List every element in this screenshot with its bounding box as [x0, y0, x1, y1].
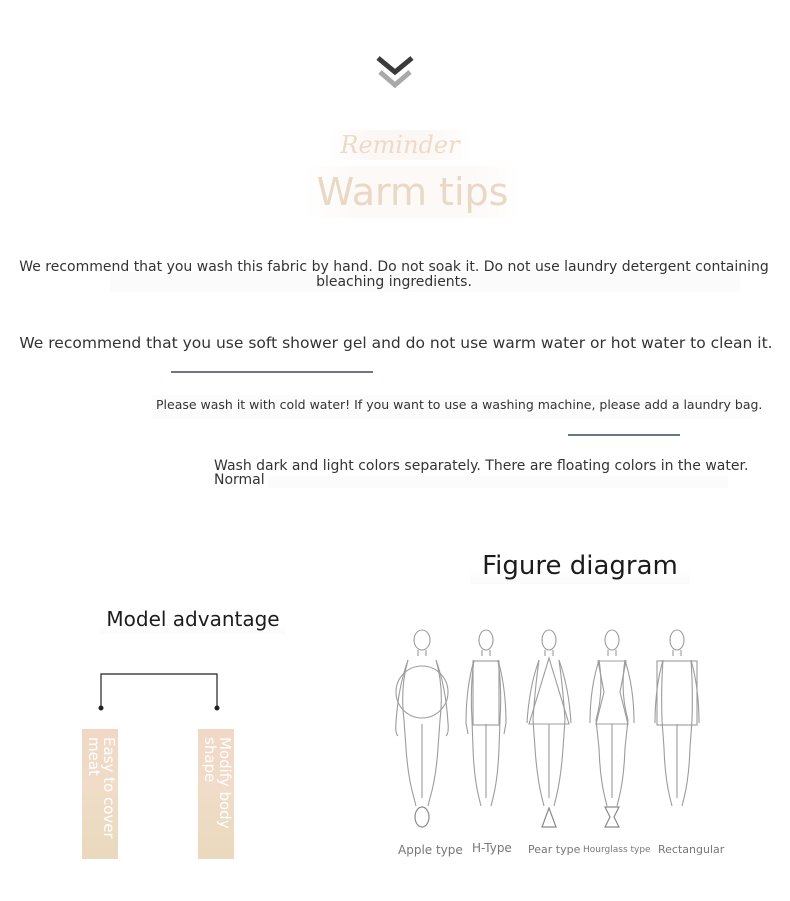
model-advantage-title: Model advantage [100, 604, 286, 634]
advantage-tag [82, 729, 118, 859]
body-figures-illustration [392, 628, 710, 838]
figure-type-label: Apple type [398, 843, 463, 857]
figure-type-label: Hourglass type [583, 845, 651, 855]
apple-figure [396, 630, 449, 806]
pear-figure [527, 630, 571, 806]
advantage-tag-label: Modify body shape [201, 737, 234, 829]
divider-rule [171, 371, 373, 373]
page-title: Warm tips [305, 166, 520, 218]
apple-shape-icon [415, 807, 429, 827]
figure-type-label: Rectangular [658, 843, 725, 856]
figure-type-label: H-Type [472, 841, 512, 855]
hourglass-shape-icon [605, 807, 619, 827]
advantage-tag-label: Easy to cover meat [85, 737, 118, 839]
tip-hand-wash: We recommend that you wash this fabric by hand. Do not soak it. Do not use laundry detergent containing bleaching ingredients. [19, 259, 769, 290]
hourglass-figure [590, 630, 634, 806]
double-chevron-down-icon [376, 54, 414, 90]
divider-rule [568, 434, 680, 436]
bracket-connector [95, 672, 225, 716]
tip-cold-water: Please wash it with cold water! If you want to use a washing machine, please add a laundry bag. [156, 397, 763, 412]
h-type-figure [466, 630, 506, 806]
figure-diagram-title: Figure diagram [470, 548, 690, 584]
figure-type-label: Pear type [528, 843, 581, 856]
tip-shower-gel: We recommend that you use soft shower gel and do not use warm water or hot water to clean it. [19, 334, 773, 352]
tip-separate-colors: Wash dark and light colors separately. There are floating colors in the water. Normal [214, 458, 749, 488]
reminder-label: Reminder [330, 130, 470, 160]
rectangular-figure [655, 630, 699, 806]
advantage-tag [198, 729, 234, 859]
pear-shape-icon [542, 808, 556, 827]
